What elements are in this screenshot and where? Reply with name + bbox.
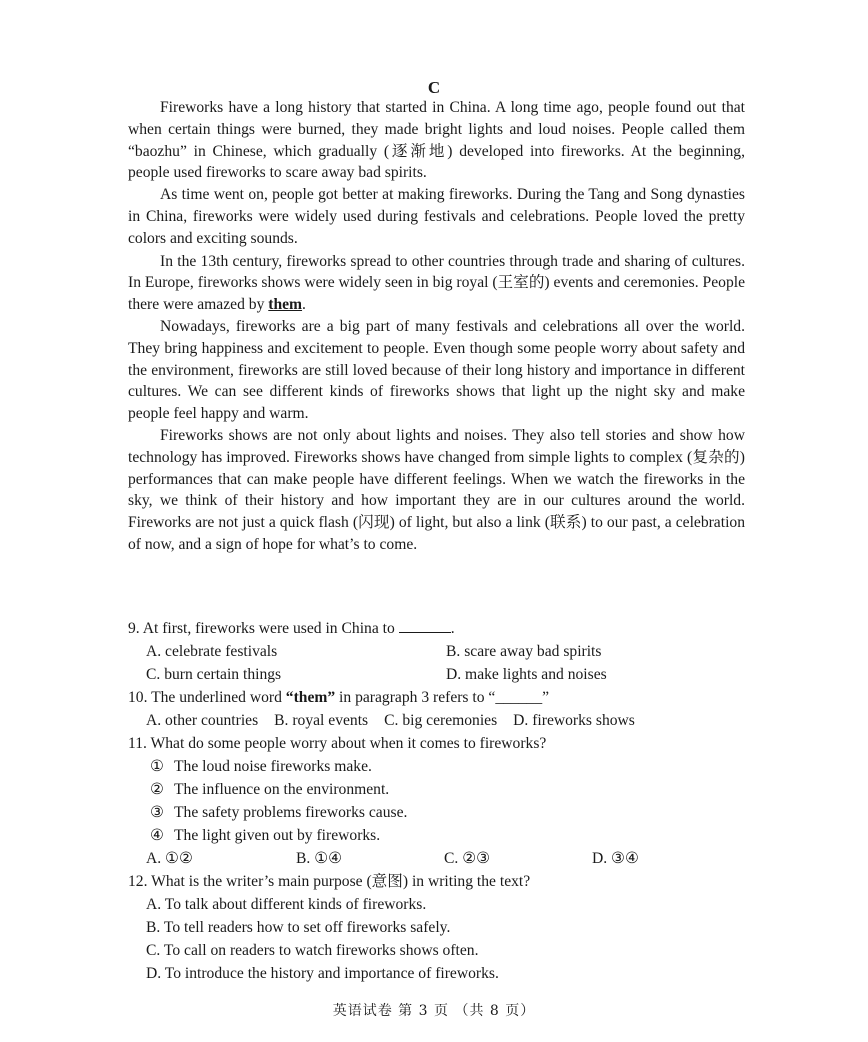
option-b: B. royal events (274, 712, 369, 729)
option-b: B. scare away bad spirits (446, 643, 602, 660)
underlined-word: them (268, 296, 303, 314)
option-a: A. ①② (146, 850, 194, 867)
option-c: C. To call on readers to watch fireworks shows often. (146, 942, 479, 959)
question-12: 12. What is the writer’s main purpose (意图) in writing the text? (128, 873, 531, 890)
option-d: D. make lights and noises (446, 666, 607, 683)
paragraph-3-text: In the 13th century, fireworks spread to other countries through trade and sharing of cultures. In Europe, fireworks shows were widely seen in big royal (王室的) events and ceremonies. People there were amazed by (128, 252, 745, 314)
question-10-word: “them” (285, 689, 336, 706)
question-10-options (128, 709, 748, 732)
question-10-stem: 10. The underlined word (128, 689, 286, 706)
circled-number: ① (150, 758, 164, 775)
item-text: The loud noise fireworks make. (174, 758, 372, 775)
item-text: The influence on the environment. (174, 781, 390, 798)
circled-number: ④ (150, 827, 164, 844)
question-9 (128, 617, 748, 640)
circled-number: ③ (150, 804, 164, 821)
option-d: D. To introduce the history and importance of fireworks. (146, 965, 499, 982)
question-11: 11. What do some people worry about when it comes to fireworks? (128, 735, 547, 752)
option-b: B. ①④ (296, 850, 343, 867)
paragraph-4: Nowadays, fireworks are a big part of many festivals and celebrations all over the world. They bring happiness and excitement to people. Even though some people worry about safety and the environment, fireworks are still loved because of their long history and importance in different cultures. We can see different kinds of fireworks shows that light up the night sky and make people feel happy and warm. (128, 317, 745, 423)
item-1 (150, 755, 748, 778)
question-11-items (128, 755, 748, 847)
option-d: D. ③④ (592, 850, 640, 867)
question-10-stem-end: in paragraph 3 refers to “______” (335, 689, 550, 706)
question-list (128, 617, 748, 985)
option-a: A. other countries (146, 712, 259, 729)
reading-passage (128, 97, 745, 556)
paragraph-3 (128, 251, 745, 316)
option-a: A. To talk about different kinds of fireworks. (146, 896, 427, 913)
page-footer: 英语试卷 第 3 页 （共 8 页） (332, 1003, 536, 1019)
item-text: The light given out by fireworks. (174, 827, 381, 844)
paragraph-2: As time went on, people got better at making fireworks. During the Tang and Song dynasties in China, fireworks were widely used during festivals and celebrations. People loved the pretty colors and exciting sounds. (128, 186, 745, 247)
question-11-options (128, 847, 748, 870)
paragraph-1: Fireworks have a long history that started in China. A long time ago, people found out that when certain things were burned, they made bright lights and loud noises. People called them “baozhu” in Chinese, which gradually (逐渐地) developed into fireworks. At the beginning, people used fireworks to scare away bad spirits. (128, 99, 745, 182)
item-4 (150, 824, 748, 847)
circled-number: ② (150, 781, 164, 798)
option-c: C. burn certain things (146, 666, 282, 683)
paragraph-5: Fireworks shows are not only about lights and noises. They also tell stories and show how technology has improved. Fireworks shows have changed from simple lights to complex (复杂的) performances that can make people have different feelings. When we watch the fireworks in the sky, we think of their history and how important they are in our cultures around the world. Fireworks are not just a quick flash (闪现) of light, but also a link (联系) to our past, a celebration of now, and a sign of hope for what’s to come. (128, 426, 745, 553)
item-text: The safety problems fireworks cause. (174, 804, 408, 821)
question-9-options (128, 640, 748, 686)
option-d: D. fireworks shows (513, 712, 635, 729)
question-9-stem: 9. At first, fireworks were used in China to (128, 620, 395, 637)
option-a: A. celebrate festivals (146, 643, 278, 660)
paragraph-3-end: . (302, 296, 306, 314)
item-2 (150, 778, 748, 801)
section-heading: C (427, 78, 441, 97)
question-9-end: . (450, 620, 455, 637)
item-3 (150, 801, 748, 824)
question-10 (128, 686, 748, 709)
option-c: C. ②③ (444, 850, 491, 867)
answer-blank (399, 618, 451, 633)
option-c: C. big ceremonies (384, 712, 498, 729)
question-12-options (128, 893, 748, 985)
option-b: B. To tell readers how to set off fireworks safely. (146, 919, 451, 936)
